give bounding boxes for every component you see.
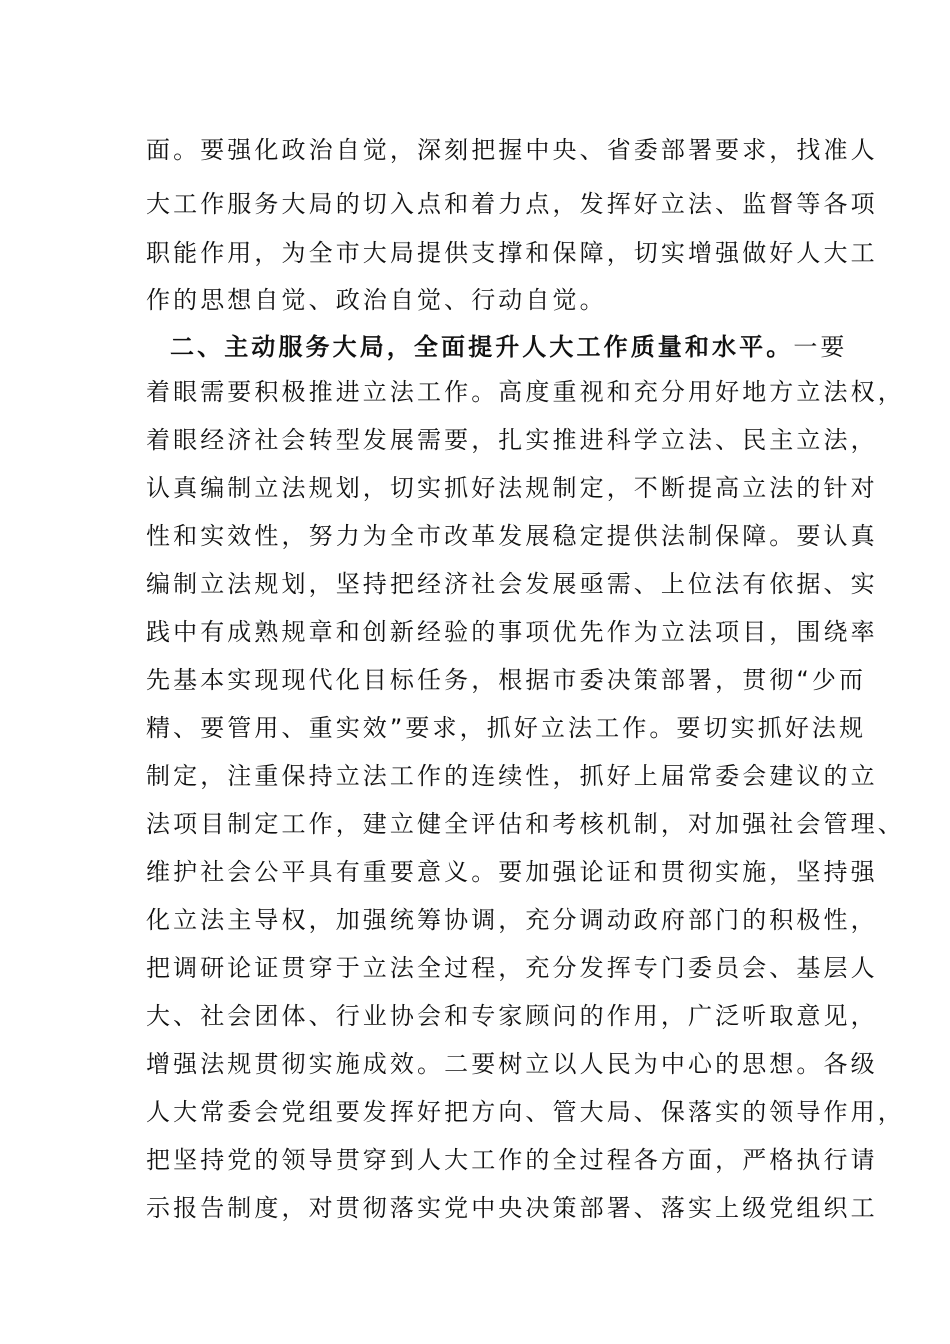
text-line: 编制立法规划，坚持把经济社会发展亟需、上位法有依据、实 [146, 570, 878, 598]
text-line: 认真编制立法规划，切实抓好法规制定，不断提高立法的针对 [146, 474, 878, 502]
text-line: 精、要管用、重实效”要求，抓好立法工作。要切实抓好法规 [146, 714, 867, 742]
text-line: 人大常委会党组要发挥好把方向、管大局、保落实的领导作用， [146, 1098, 905, 1126]
text-line: 先基本实现现代化目标任务，根据市委决策部署，贯彻“少而 [146, 666, 867, 694]
text-line: 面。要强化政治自觉，深刻把握中央、省委部署要求，找准人 [146, 136, 878, 164]
text-line: 把坚持党的领导贯穿到人大工作的全过程各方面，严格执行请 [146, 1146, 878, 1174]
text-line: 把调研论证贯穿于立法全过程，充分发挥专门委员会、基层人 [146, 954, 878, 982]
text-line: 维护社会公平具有重要意义。要加强论证和贯彻实施，坚持强 [146, 858, 878, 886]
text-line: 大、社会团体、行业协会和专家顾问的作用，广泛听取意见， [146, 1002, 878, 1030]
text-line: 职能作用，为全市大局提供支撑和保障，切实增强做好人大工 [146, 239, 878, 267]
text-line: 化立法主导权，加强统筹协调，充分调动政府部门的积极性， [146, 906, 878, 934]
heading-line-continuation: 一要 [793, 333, 848, 361]
text-line: 示报告制度，对贯彻落实党中央决策部署、落实上级党组织工 [146, 1194, 878, 1222]
text-line: 着眼经济社会转型发展需要，扎实推进科学立法、民主立法， [146, 426, 878, 454]
text-line: 增强法规贯彻实施成效。二要树立以人民为中心的思想。各级 [146, 1050, 878, 1078]
text-line: 法项目制定工作，建立健全评估和考核机制，对加强社会管理、 [146, 810, 905, 838]
section-heading-line [170, 327, 848, 367]
text-line: 着眼需要积极推进立法工作。高度重视和充分用好地方立法权， [146, 378, 905, 406]
text-line: 践中有成熟规章和创新经验的事项优先作为立法项目，围绕率 [146, 618, 878, 646]
text-line: 大工作服务大局的切入点和着力点，发挥好立法、监督等各项 [146, 190, 878, 218]
text-line: 性和实效性，努力为全市改革发展稳定提供法制保障。要认真 [146, 522, 878, 550]
section-heading: 二、主动服务大局，全面提升人大工作质量和水平。 [170, 333, 794, 361]
text-line: 作的思想自觉、政治自觉、行动自觉。 [146, 286, 607, 314]
text-line: 制定，注重保持立法工作的连续性，抓好上届常委会建议的立 [146, 762, 878, 790]
